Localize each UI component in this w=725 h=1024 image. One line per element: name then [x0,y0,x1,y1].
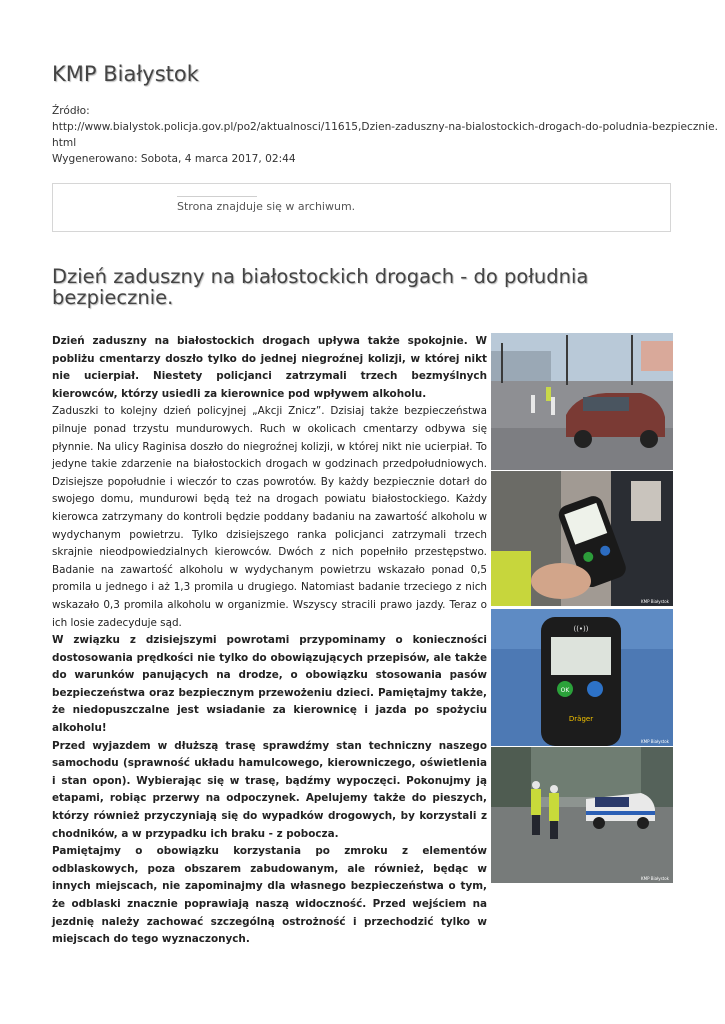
article-lead: Dzień zaduszny na białostockich drogach upływa także spokojnie. W pobliżu cmentarzy doszło tylko do jednej niegroźnej kolizji, w której nikt nie ucierpiał. Niestety policjanci zatrzymali trzech bezmyślnych kierowców, którzy usiedli za kierownice pod wpływem alkoholu. [52,335,487,400]
article-body [52,333,487,949]
photo-watermark: KMP Białystok [641,599,669,604]
archive-divider [177,196,257,197]
archive-notice-box [52,183,671,232]
source-url-line1[interactable]: http://www.bialystok.policja.gov.pl/po2/aktualnosci/11615,Dzien-zaduszny-na-bialostockich-drogach-do-poludnia-bezpiecznie. [52,121,718,133]
article-paragraph: Zaduszki to kolejny dzień policyjnej „Akcji Znicz”. Dzisiaj także bezpieczeństwa pilnuje ponad trzystu mundurowych. Ruch w okolicach cmentarzy odbywa się płynnie. Na ulicy Raginisa doszło do niegroźnej kolizji, w której nikt nie ucierpiał. To jedyne takie zdarzenie na białostockich drogach w godzinach przedpołudniowych. Dzisiejsze popołudnie i wieczór to czas powrotów. By każdy bezpiecznie dotarł do swojego domu, mundurowi będą też na drogach powiatu białostockiego. Każdy kierowca zatrzymany do kontroli będzie poddany badaniu na zawartość alkoholu w wydychanym powietrzu. Tylko dzisiejszego ranka policjanci zatrzymali trzech skrajnie nieodpowiedzialnych kierowców. Dwóch z nich popełniło przestępstwo. Badanie na zawartość alkoholu w wydychanym powietrzu wskazało ponad 0,5 promila u jednego i aż 1,3 promila u drugiego. Natomiast badanie trzeciego z nich wskazało 0,3 promila alkoholu w organizmie. Wszyscy stracili prawo jazdy. Teraz o ich losie zadecyduje sąd. [52,405,487,629]
photo-breathalyzer-closeup [491,609,673,746]
device-brand: Dräger [568,715,594,723]
device-logo: ((•)) [573,625,589,633]
source-meta [52,103,718,167]
photo-police-checkpoint [491,747,673,883]
source-label: Źródło: [52,105,90,117]
device-ok-label: OK [560,687,570,694]
photo-collision [491,333,673,470]
archive-notice: Strona znajduje się w archiwum. [177,200,356,213]
site-title: KMP Białystok [52,62,199,86]
article-paragraph: Pamiętajmy o obowiązku korzystania po zmroku z elementów odblaskowych, poza obszarem zabudowanym, ale również, będąc w innych miejscach, nie zapominajmy dla własnego bezpieczeństwa o tym, że odblaski znacznie poprawiają naszą widoczność. Przed wejściem na jezdnię należy zachować szczególną ostrożność i przechodzić tylko w miejscach do tego wyznaczonych. [52,845,487,946]
photo-watermark: KMP Białystok [641,876,669,881]
photo-watermark: KMP Białystok [641,739,669,744]
article-title: Dzień zaduszny na białostockich drogach - do południa bezpiecznie. [52,265,589,309]
source-url-line2[interactable]: html [52,137,77,149]
photo-breathalyzer-hand [491,471,673,606]
generated-date: Wygenerowano: Sobota, 4 marca 2017, 02:44 [52,153,296,165]
article-paragraph: W związku z dzisiejszymi powrotami przypominamy o konieczności dostosowania prędkości nie tylko do obowiązujących przepisów, ale także do warunków panujących na drodze, o obowiązku stosowania pasów bezpieczeństwa oraz bezpiecznym przewożeniu dzieci. Pamiętajmy także, że niedopuszczalne jest wsiadanie za kierownicę i jazda po spożyciu alkoholu! [52,634,487,735]
article-paragraph: Przed wyjazdem w dłuższą trasę sprawdźmy stan techniczny naszego samochodu (sprawność układu hamulcowego, kierowniczego, oświetlenia i stan opon). Wybierając się w trasę, bądźmy wypoczęci. Pokonujmy ją etapami, robiąc przerwy na odpoczynek. Apelujemy także do pieszych, którzy również przyczyniają się do wypadków drogowych, by korzystali z chodników, a w przypadku ich braku - z pobocza. [52,739,487,840]
